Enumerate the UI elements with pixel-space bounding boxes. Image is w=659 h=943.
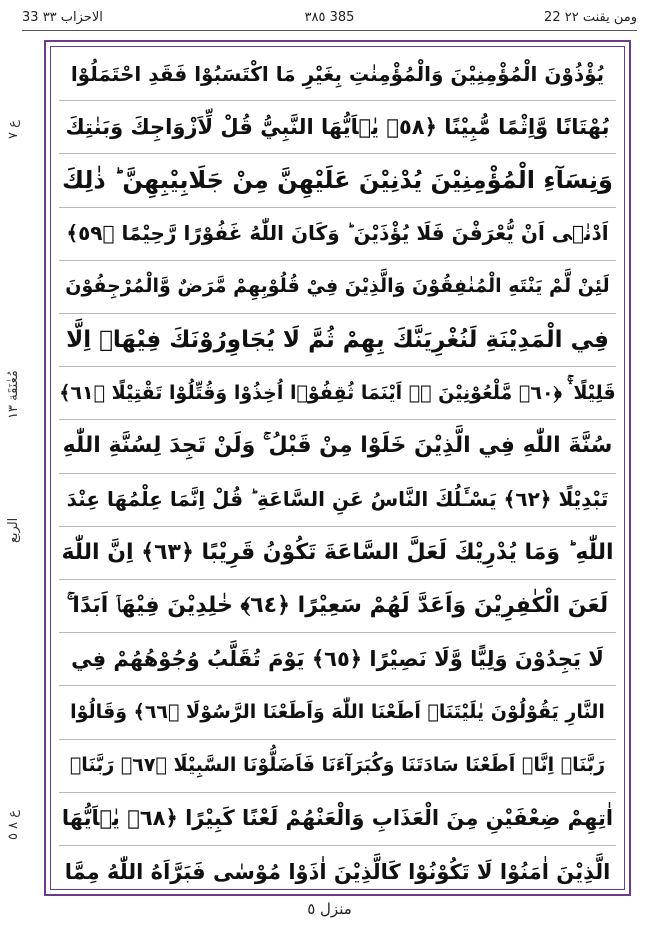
- text-line: وَنِسَآءِ الْمُؤْمِنِيْنَ يُدْنِيْنَ عَلَيْهِنَّ مِنْ جَلَابِيْبِهِنَّ ؕ ذٰلِكَ: [62, 165, 613, 194]
- text-line: سُنَّةَ اللّٰهِ فِي الَّذِيْنَ خَلَوْا مِنْ قَبْلُ ۚ وَلَنْ تَجِدَ لِسُنَّةِ اللّٰهِ: [62, 433, 613, 459]
- text-line: تَبْدِيْلًا ﴿٦٢﴾ يَسْـَٔلُكَ النَّاسُ عَنِ السَّاعَةِ ؕ قُلْ اِنَّمَا عِلْمُهَا عِنْدَ: [66, 487, 609, 512]
- text-line: لَعَنَ الْكٰفِرِيْنَ وَاَعَدَّ لَهُمْ سَعِيْرًا ﴿٦٤﴾ خٰلِدِيْنَ فِيْهَاۤ اَبَدًا ۚ: [66, 593, 609, 619]
- surah-name: 33 الاحزاب ٣٣: [22, 10, 103, 25]
- margin-note-rub: الربع: [6, 517, 21, 543]
- text-line: لَا يَجِدُوْنَ وَلِيًّا وَّلَا نَصِيْرًا ﴿٦٥﴾ يَوْمَ تُقَلَّبُ وُجُوْهُهُمْ فِي: [71, 646, 604, 671]
- page-header: [22, 4, 637, 32]
- text-line: النَّارِ يَقُوْلُوْنَ يٰلَيْتَنَاۤ اَطَعْنَا اللّٰهَ وَاَطَعْنَا الرَّسُوْلَا ﴿٦٦﴾ وَقَالُوْا: [70, 700, 605, 723]
- juz-name: 22 ومن يقنت ٢٢: [544, 10, 637, 25]
- page-frame: [44, 40, 631, 896]
- text-line: قَلِيْلًا ۛۚ ﴿٦٠﴾ مَّلْعُوْنِيْنَ ۛۚ اَيْنَمَا ثُقِفُوْۤا اُخِذُوْا وَقُتِّلُوْا تَقْتِيْلًا ﴿٦١﴾: [59, 381, 616, 404]
- text-line: يُؤْذُوْنَ الْمُؤْمِنِيْنَ وَالْمُؤْمِنٰتِ بِغَيْرِ مَا اكْتَسَبُوْا فَقَدِ احْتَمَلُوْا: [70, 61, 605, 86]
- margin-note-ruku-2: ع ٨ ٥: [6, 810, 21, 840]
- margin-note-ruku-1: ع ٧: [6, 120, 21, 140]
- text-line: فِي الْمَدِيْنَةِ لَنُغْرِيَنَّكَ بِهِمْ ثُمَّ لَا يُجَاوِرُوْنَكَ فِيْهَاۤ اِلَّا: [66, 326, 609, 353]
- text-line: اللّٰهِ ؕ وَمَا يُدْرِيْكَ لَعَلَّ السَّاعَةَ تَكُوْنُ قَرِيْبًا ﴿٦٣﴾ اِنَّ اللّٰهَ: [61, 539, 614, 565]
- text-line: رَبَّنَاۤ اِنَّاۤ اَطَعْنَا سَادَتَنَا وَكُبَرَآءَنَا فَاَضَلُّوْنَا السَّبِيْلَا ﴿٦٧﴾ رَبَّنَاۤ: [69, 754, 606, 777]
- margin-note-muanaqah: مُعٰنَقَة ١٣: [6, 370, 21, 420]
- page-frame-inner: [50, 46, 625, 890]
- text-line: اٰتِهِمْ ضِعْفَيْنِ مِنَ الْعَذَابِ وَالْعَنْهُمْ لَعْنًا كَبِيْرًا ﴿٦٨﴾ يٰۤاَيُّهَا: [61, 806, 614, 831]
- text-line: الَّذِيْنَ اٰمَنُوْا لَا تَكُوْنُوْا كَالَّذِيْنَ اٰذَوْا مُوْسٰى فَبَرَّاَهُ اللّٰهُ مِمَّا: [64, 859, 611, 884]
- text-line: اَدْنٰۤى اَنْ يُّعْرَفْنَ فَلَا يُؤْذَيْنَ ؕ وَكَانَ اللّٰهُ غَفُوْرًا رَّحِيْمًا ﴿٥٩﴾: [66, 221, 609, 246]
- header-divider: [22, 30, 637, 31]
- text-line: بُهْتَانًا وَّاِثْمًا مُّبِيْنًا ﴿٥٨﴾ يٰۤاَيُّهَا النَّبِيُّ قُلْ لِّاَزْوَاجِكَ وَبَنٰتِكَ: [65, 114, 610, 139]
- page-number: ٣٨٥ 385: [304, 10, 355, 25]
- manzil-footer: منزل ٥: [307, 900, 352, 918]
- text-line: لَئِنْ لَّمْ يَنْتَهِ الْمُنٰفِقُوْنَ وَالَّذِيْنَ فِيْ قُلُوْبِهِمْ مَّرَضٌ وَّالْمُرْجِفُوْنَ: [65, 275, 610, 298]
